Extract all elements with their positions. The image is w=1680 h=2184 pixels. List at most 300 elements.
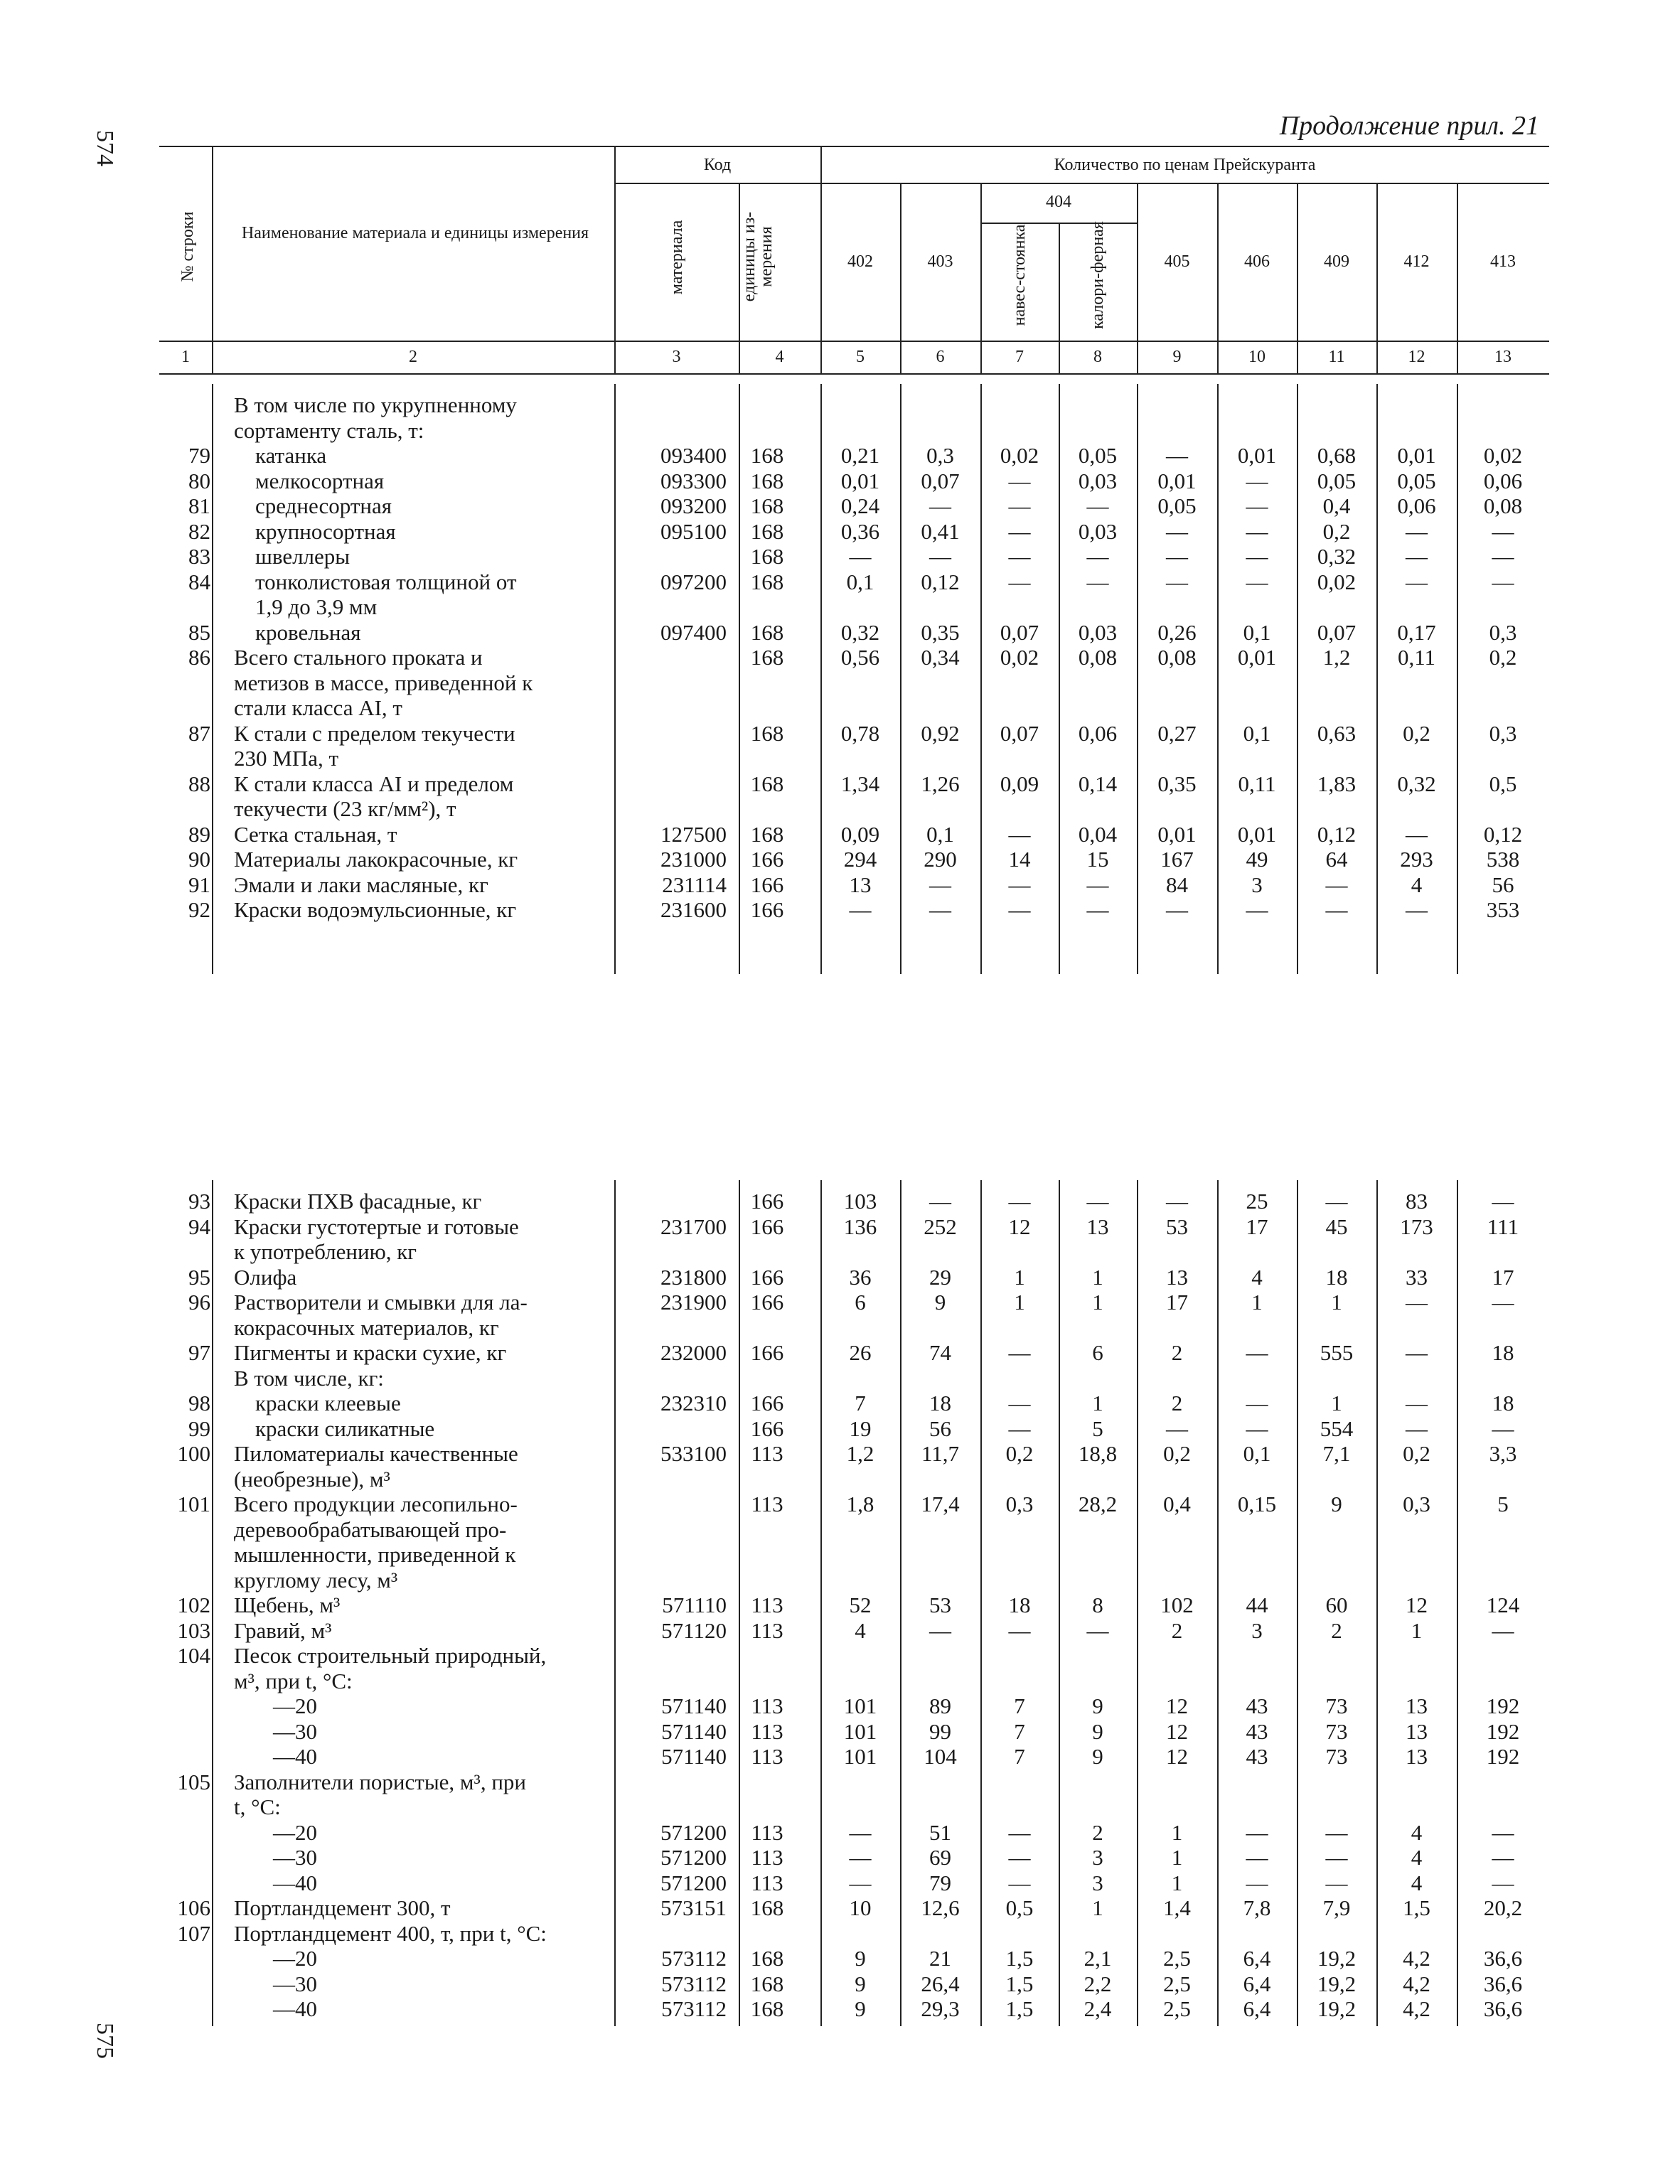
quantity-value: 1,8 (846, 1492, 874, 1516)
quantity-value: 4 (1411, 1870, 1423, 1895)
table-row (159, 493, 1549, 518)
header-p404: 404 (1046, 193, 1071, 211)
unit-code: 168 (750, 1996, 784, 2021)
quantity-value: 1,5 (1005, 1971, 1034, 1996)
quantity-value: 13 (1166, 1264, 1188, 1290)
unit-code: 168 (750, 821, 784, 847)
quantity-value: — (1325, 1819, 1348, 1845)
quantity-value: 19,2 (1317, 1971, 1357, 1996)
material-name: Краски водоэмульсионные, кг (234, 897, 517, 922)
intro-line: сортаменту сталь, т: (234, 417, 424, 443)
quantity-value: 26 (849, 1340, 872, 1365)
material-code: 573112 (661, 1996, 727, 2021)
table-row (159, 1265, 1549, 1290)
quantity-value: 111 (1487, 1214, 1519, 1239)
material-name-continuation: t, °С: (234, 1794, 281, 1819)
quantity-value: 554 (1320, 1415, 1354, 1441)
quantity-value: 0,01 (1237, 821, 1277, 847)
quantity-value: 0,92 (921, 720, 960, 746)
quantity-value: 1 (1014, 1290, 1025, 1315)
unit-code: 166 (750, 1391, 784, 1415)
quantity-value: 0,5 (1489, 771, 1517, 796)
material-code: 231800 (660, 1264, 727, 1290)
quantity-value: 69 (929, 1845, 951, 1870)
quantity-value: 0,03 (1078, 619, 1118, 645)
quantity-value: — (929, 1189, 951, 1214)
quantity-value: 1,83 (1317, 771, 1357, 796)
row-number: 88 (188, 771, 210, 796)
quantity-value: 0,06 (1078, 720, 1118, 746)
quantity-value: — (1406, 1340, 1428, 1365)
quantity-value: 33 (1406, 1264, 1428, 1290)
table-row (159, 721, 1549, 746)
quantity-value: — (1406, 1415, 1428, 1441)
quantity-value: — (1086, 493, 1109, 518)
header-quantity-group: Количество по ценам Прейскуранта (1054, 156, 1316, 174)
quantity-value: 17 (1492, 1264, 1514, 1290)
table-row (159, 569, 1549, 594)
row-number: 104 (177, 1643, 210, 1668)
quantity-value: 0,01 (1237, 443, 1277, 468)
quantity-value: 2 (1171, 1391, 1183, 1415)
quantity-value: 102 (1160, 1592, 1194, 1617)
table-row (159, 544, 1549, 569)
row-number: 102 (177, 1592, 210, 1617)
quantity-value: — (1086, 569, 1109, 594)
unit-code: 168 (750, 720, 784, 746)
quantity-value: 9 (1092, 1718, 1103, 1744)
quantity-value: — (1166, 569, 1188, 594)
quantity-value: 79 (929, 1870, 951, 1895)
material-name: среднесортная (255, 493, 392, 518)
quantity-value: 0,01 (1397, 443, 1436, 468)
quantity-value: 0,3 (1005, 1492, 1034, 1516)
unit-code: 168 (750, 493, 784, 518)
quantity-value: 0,2 (1403, 720, 1430, 746)
table-row (159, 443, 1549, 468)
quantity-value: 0,21 (840, 443, 880, 468)
quantity-value: 56 (1492, 872, 1514, 897)
material-code: 232000 (660, 1340, 727, 1365)
quantity-value: — (1008, 1845, 1031, 1870)
quantity-value: 1 (1331, 1391, 1342, 1415)
quantity-value: 4,2 (1403, 1946, 1430, 1971)
material-name: Щебень, м³ (234, 1592, 341, 1617)
quantity-value: 1 (1251, 1290, 1263, 1315)
material-name: —40 (273, 1744, 317, 1769)
quantity-value: 17,4 (921, 1492, 960, 1516)
quantity-value: 101 (843, 1718, 877, 1744)
header-code-material: материала (668, 220, 686, 295)
quantity-value: — (1086, 1617, 1109, 1643)
table-row (159, 1921, 1549, 1946)
quantity-value: 53 (1166, 1214, 1188, 1239)
material-name: В том числе, кг: (234, 1365, 384, 1391)
unit-code: 168 (750, 569, 784, 594)
continuation-caption: Продолжение прил. 21 (1279, 111, 1539, 141)
table-row (159, 872, 1549, 897)
quantity-value: 2 (1171, 1617, 1183, 1643)
unit-code: 113 (751, 1441, 783, 1466)
table-row (159, 1870, 1549, 1895)
quantity-value: 21 (929, 1946, 951, 1971)
material-name: Песок строительный природный, (234, 1643, 547, 1668)
quantity-value: — (1086, 544, 1109, 569)
quantity-value: 0,32 (840, 619, 880, 645)
quantity-value: 0,17 (1397, 619, 1436, 645)
table-row (159, 1492, 1549, 1516)
quantity-value: 1 (1171, 1819, 1183, 1845)
table-row (159, 620, 1549, 645)
quantity-value: — (1008, 821, 1031, 847)
quantity-value: — (1246, 1845, 1268, 1870)
quantity-value: 4 (1411, 872, 1423, 897)
quantity-value: 9 (855, 1946, 866, 1971)
quantity-value: — (1492, 1845, 1514, 1870)
quantity-value: 18,8 (1078, 1441, 1118, 1466)
material-name: Материалы лакокрасочные, кг (234, 847, 518, 872)
unit-code: 168 (750, 518, 784, 544)
quantity-value: 1 (1092, 1895, 1103, 1920)
quantity-value: 52 (849, 1592, 872, 1617)
material-code: 095100 (660, 518, 727, 544)
quantity-value: 13 (1086, 1214, 1109, 1239)
header-p404-calorifer: калори-ферная (1088, 221, 1107, 329)
material-code: 571200 (660, 1845, 727, 1870)
material-name-continuation: к употреблению, кг (234, 1239, 417, 1264)
material-name: Пиломатериалы качественные (234, 1441, 518, 1466)
material-code: 232310 (660, 1391, 727, 1415)
quantity-value: 2 (1171, 1340, 1183, 1365)
quantity-value: 9 (1092, 1693, 1103, 1718)
material-code: 573151 (660, 1895, 727, 1920)
row-number: 85 (188, 619, 210, 645)
quantity-value: 0,07 (1000, 720, 1039, 746)
quantity-value: — (1008, 897, 1031, 922)
quantity-value: 104 (924, 1744, 957, 1769)
quantity-value: 1,5 (1403, 1895, 1430, 1920)
unit-code: 113 (751, 1492, 783, 1516)
quantity-value: — (1008, 468, 1031, 493)
quantity-value: 0,1 (846, 569, 874, 594)
quantity-value: — (929, 493, 951, 518)
table-row (159, 897, 1549, 922)
quantity-value: 0,2 (1489, 645, 1517, 670)
material-name-continuation: стали класса АI, т (234, 695, 402, 720)
quantity-value: — (1325, 1189, 1348, 1214)
unit-code: 168 (750, 1971, 784, 1996)
quantity-value: 0,26 (1157, 619, 1197, 645)
unit-code: 168 (750, 443, 784, 468)
table-body-top (159, 384, 1549, 974)
material-name: —30 (273, 1971, 317, 1996)
table-row (159, 822, 1549, 847)
quantity-value: — (849, 1870, 872, 1895)
header-row-number: № строки (178, 211, 197, 282)
material-name: Заполнители пористые, м³, при (234, 1769, 526, 1794)
quantity-value: — (1492, 1819, 1514, 1845)
quantity-value: 4 (1411, 1819, 1423, 1845)
quantity-value: — (1008, 1189, 1031, 1214)
quantity-value: — (1406, 897, 1428, 922)
quantity-value: 43 (1246, 1718, 1268, 1744)
table-body-bottom (159, 1180, 1549, 2026)
quantity-value: — (1246, 1340, 1268, 1365)
material-name: тонколистовая толщиной от (255, 569, 517, 594)
quantity-value: — (1086, 872, 1109, 897)
header-p402: 402 (847, 252, 873, 271)
quantity-value: 7 (1014, 1718, 1025, 1744)
header-code-unit: единицы из-мерения (740, 211, 776, 302)
quantity-value: 0,11 (1397, 645, 1436, 670)
quantity-value: 18 (929, 1391, 951, 1415)
quantity-value: 0,07 (921, 468, 960, 493)
quantity-value: — (1325, 897, 1348, 922)
row-number: 92 (188, 897, 210, 922)
quantity-value: — (1406, 518, 1428, 544)
table-row (159, 1820, 1549, 1845)
quantity-value: 103 (843, 1189, 877, 1214)
quantity-value: 99 (929, 1718, 951, 1744)
quantity-value: — (849, 1819, 872, 1845)
material-name: К стали класса АI и пределом (234, 771, 514, 796)
unit-code: 168 (750, 1895, 784, 1920)
quantity-value: 12 (1406, 1592, 1428, 1617)
row-number: 99 (188, 1415, 210, 1441)
quantity-value: — (1008, 493, 1031, 518)
header-p412: 412 (1403, 252, 1430, 271)
quantity-value: 36,6 (1483, 1946, 1523, 1971)
quantity-value: 9 (855, 1996, 866, 2021)
header-code-group: Код (703, 156, 732, 174)
quantity-value: 192 (1486, 1718, 1520, 1744)
quantity-value: 3 (1092, 1870, 1103, 1895)
quantity-value: — (929, 1617, 951, 1643)
quantity-value: 2,4 (1084, 1996, 1112, 2021)
quantity-value: — (1492, 518, 1514, 544)
material-code: 571200 (660, 1870, 727, 1895)
table-row (159, 1744, 1549, 1769)
quantity-value: 4,2 (1403, 1996, 1430, 2021)
quantity-value: 18 (1325, 1264, 1348, 1290)
header-p406: 406 (1244, 252, 1270, 271)
row-number: 105 (177, 1769, 210, 1794)
quantity-value: 252 (924, 1214, 957, 1239)
quantity-value: — (1492, 1189, 1514, 1214)
quantity-value: 290 (924, 847, 957, 872)
quantity-value: 12 (1008, 1214, 1031, 1239)
material-code: 573112 (661, 1971, 727, 1996)
quantity-value: 2 (1092, 1819, 1103, 1845)
quantity-value: 192 (1486, 1693, 1520, 1718)
quantity-value: — (1246, 1870, 1268, 1895)
quantity-value: — (1325, 1845, 1348, 1870)
unit-code: 168 (750, 468, 784, 493)
quantity-value: 49 (1246, 847, 1268, 872)
quantity-value: 293 (1400, 847, 1433, 872)
material-code: 571140 (661, 1693, 727, 1718)
quantity-value: — (1492, 569, 1514, 594)
quantity-value: 1 (1092, 1264, 1103, 1290)
row-number: 91 (188, 872, 210, 897)
quantity-value: 2,1 (1084, 1946, 1112, 1971)
quantity-value: 1,4 (1163, 1895, 1191, 1920)
quantity-value: 555 (1320, 1340, 1354, 1365)
row-number: 90 (188, 847, 210, 872)
column-numbers-row (159, 348, 1549, 369)
quantity-value: 167 (1160, 847, 1194, 872)
quantity-value: 124 (1486, 1592, 1520, 1617)
material-name-continuation: мышленности, приведенной к (234, 1542, 516, 1567)
row-number: 97 (188, 1340, 210, 1365)
material-name: Растворители и смывки для ла- (234, 1290, 528, 1315)
quantity-value: 4 (855, 1617, 866, 1643)
quantity-value: 43 (1246, 1693, 1268, 1718)
unit-code: 113 (751, 1592, 783, 1617)
quantity-value: 0,27 (1157, 720, 1197, 746)
material-name-continuation: круглому лесу, м³ (234, 1567, 398, 1592)
quantity-value: 18 (1008, 1592, 1031, 1617)
table-row (159, 1618, 1549, 1643)
quantity-value: 89 (929, 1693, 951, 1718)
material-code: 231900 (660, 1290, 727, 1315)
quantity-value: 25 (1246, 1189, 1268, 1214)
table-row (159, 1441, 1549, 1466)
quantity-value: — (1246, 1819, 1268, 1845)
quantity-value: 0,12 (1483, 821, 1523, 847)
material-name: Всего продукции лесопильно- (234, 1492, 518, 1516)
table-row (159, 1996, 1549, 2021)
quantity-value: 0,03 (1078, 468, 1118, 493)
row-number: 100 (177, 1441, 210, 1466)
quantity-value: — (929, 544, 951, 569)
material-code: 571110 (662, 1592, 727, 1617)
quantity-value: 1,2 (846, 1441, 874, 1466)
quantity-value: 1 (1092, 1290, 1103, 1315)
quantity-value: 1 (1171, 1845, 1183, 1870)
quantity-value: 173 (1400, 1214, 1433, 1239)
quantity-value: — (1246, 897, 1268, 922)
quantity-value: — (1492, 1290, 1514, 1315)
quantity-value: 0,36 (840, 518, 880, 544)
material-code: 571140 (661, 1718, 727, 1744)
material-name-continuation: текучести (23 кг/мм²), т (234, 796, 456, 821)
unit-code: 166 (750, 1340, 784, 1365)
quantity-value: — (1406, 1290, 1428, 1315)
unit-code: 113 (751, 1870, 783, 1895)
quantity-value: 0,68 (1317, 443, 1357, 468)
table-header (159, 146, 1549, 380)
quantity-value: — (1166, 443, 1188, 468)
quantity-value: 0,14 (1078, 771, 1118, 796)
quantity-value: — (1406, 569, 1428, 594)
quantity-value: — (1008, 1819, 1031, 1845)
column-number: 12 (1408, 348, 1425, 366)
table-row (159, 1946, 1549, 1971)
material-name: —30 (273, 1845, 317, 1870)
quantity-value: 7,9 (1322, 1895, 1351, 1920)
material-name: краски клеевые (255, 1391, 401, 1415)
quantity-value: 4 (1411, 1845, 1423, 1870)
quantity-value: 7 (1014, 1693, 1025, 1718)
table-row (159, 771, 1549, 796)
quantity-value: 0,3 (1489, 619, 1517, 645)
material-code: 231600 (660, 897, 727, 922)
quantity-value: 538 (1486, 847, 1520, 872)
material-name: мелкосортная (255, 468, 385, 493)
quantity-value: 36,6 (1483, 1971, 1523, 1996)
quantity-value: 0,78 (840, 720, 880, 746)
quantity-value: 17 (1166, 1290, 1188, 1315)
quantity-value: 2 (1331, 1617, 1342, 1643)
quantity-value: 43 (1246, 1744, 1268, 1769)
column-number: 10 (1248, 348, 1266, 366)
quantity-value: 13 (1406, 1693, 1428, 1718)
material-name: Портландцемент 300, т (234, 1895, 451, 1920)
quantity-value: 0,11 (1238, 771, 1276, 796)
quantity-value: 73 (1325, 1744, 1348, 1769)
material-name: Пигменты и краски сухие, кг (234, 1340, 507, 1365)
quantity-value: 14 (1008, 847, 1031, 872)
header-p403: 403 (927, 252, 953, 271)
table-row (159, 1895, 1549, 1920)
quantity-value: 0,03 (1078, 518, 1118, 544)
quantity-value: 0,01 (840, 468, 880, 493)
row-number: 94 (188, 1214, 210, 1239)
material-name: Эмали и лаки масляные, кг (234, 872, 488, 897)
page-number-top: 574 (92, 130, 118, 166)
table-row (159, 847, 1549, 872)
quantity-value: 20,2 (1483, 1895, 1523, 1920)
quantity-value: 18 (1492, 1340, 1514, 1365)
material-name-continuation: деревообрабатывающей про- (234, 1516, 507, 1542)
quantity-value: 0,4 (1322, 493, 1351, 518)
quantity-value: — (849, 897, 872, 922)
material-code: 573112 (661, 1946, 727, 1971)
quantity-value: 5 (1092, 1415, 1103, 1441)
quantity-value: 0,2 (1163, 1441, 1191, 1466)
quantity-value: 45 (1325, 1214, 1348, 1239)
quantity-value: 353 (1486, 897, 1520, 922)
quantity-value: 19 (849, 1415, 872, 1441)
material-name: катанка (255, 443, 327, 468)
table-row (159, 1971, 1549, 1996)
quantity-value: 15 (1086, 847, 1109, 872)
quantity-value: 36 (849, 1264, 872, 1290)
row-number: 81 (188, 493, 210, 518)
quantity-value: 1,34 (840, 771, 880, 796)
quantity-value: 2,2 (1084, 1971, 1112, 1996)
quantity-value: 4,2 (1403, 1971, 1430, 1996)
quantity-value: 1,5 (1005, 1996, 1034, 2021)
quantity-value: 0,2 (1005, 1441, 1034, 1466)
column-number: 5 (856, 348, 865, 366)
quantity-value: 0,32 (1317, 544, 1357, 569)
quantity-value: 1 (1092, 1391, 1103, 1415)
quantity-value: 0,02 (1483, 443, 1523, 468)
material-code: 093400 (660, 443, 727, 468)
column-number: 13 (1494, 348, 1512, 366)
table-row (159, 1340, 1549, 1365)
quantity-value: 0,05 (1078, 443, 1118, 468)
material-name: краски силикатные (255, 1415, 435, 1441)
material-code: 097200 (660, 569, 727, 594)
quantity-value: — (1492, 544, 1514, 569)
quantity-value: 3 (1251, 872, 1263, 897)
unit-code: 168 (750, 544, 784, 569)
quantity-value: — (1166, 1415, 1188, 1441)
material-name: Всего стального проката и (234, 645, 483, 670)
